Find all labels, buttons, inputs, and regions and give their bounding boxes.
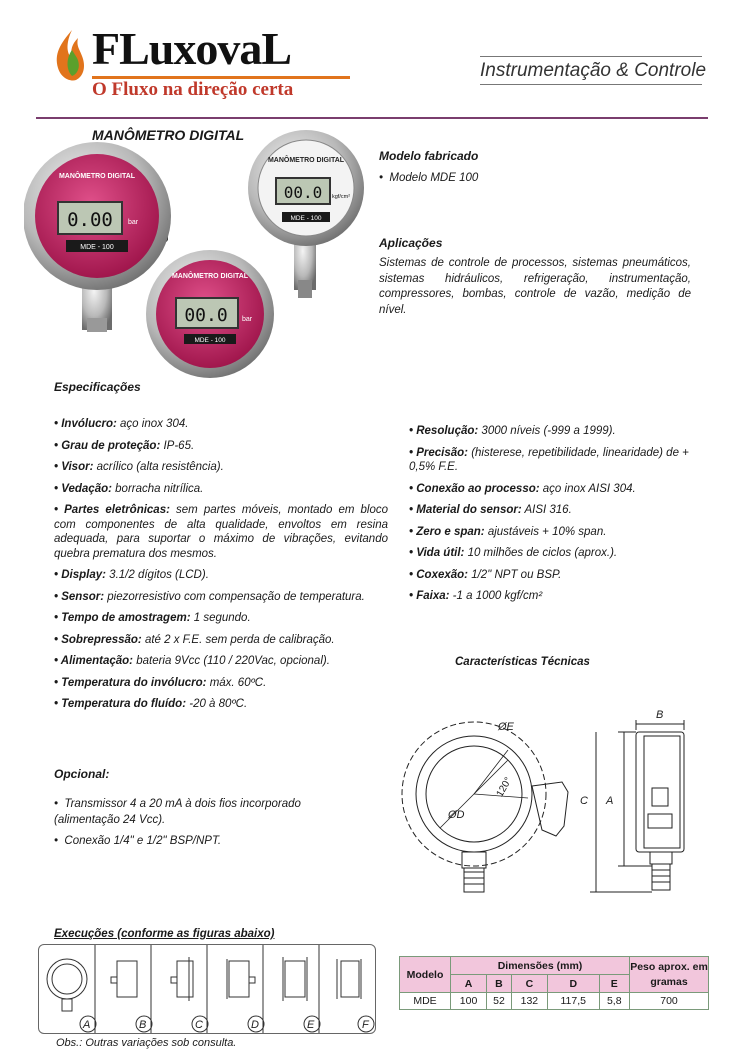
gauge3-reading: 00.0 — [283, 183, 323, 202]
spec-bullet: • — [54, 590, 62, 603]
dim-label-c: C — [580, 795, 588, 807]
spec-item — [54, 417, 388, 432]
spec-value: (histerese, repetibilidade, linearidade) de + 0,5% F.E. — [409, 446, 689, 473]
gauge3-label: MANÔMETRO DIGITAL — [267, 157, 345, 164]
spec-value: 10 milhões de ciclos (aprox.). — [464, 547, 618, 559]
spec-item — [54, 654, 388, 669]
gauge2-model-tag: MDE - 100 — [194, 337, 226, 344]
spec-bullet: • — [409, 590, 417, 602]
spec-bullet: • — [54, 439, 62, 452]
spec-label: Visor: — [61, 461, 94, 473]
spec-item — [54, 503, 388, 561]
model-item: • Modelo MDE 100 — [379, 172, 479, 184]
header-divider — [36, 117, 708, 119]
dim-label-e: ØE — [498, 721, 514, 733]
optional-item-1-text: Transmissor 4 a 20 mA à dois fios incorporado (alimentação 24 Vcc). — [54, 798, 301, 826]
spec-value: IP-65. — [160, 439, 195, 452]
spec-bullet: • — [54, 676, 62, 689]
spec-label: Material do sensor: — [416, 504, 522, 516]
brand-tagline: O Fluxo na direção certa — [92, 79, 294, 100]
spec-value: aço inox 304. — [116, 418, 189, 430]
spec-value: ajustáveis + 10% span. — [484, 525, 607, 538]
spec-bullet: • — [54, 655, 61, 667]
dim-label-d: ØD — [448, 809, 465, 821]
dim-label-angle: 120° — [494, 775, 515, 799]
exec-letter-f: F — [362, 1019, 369, 1031]
tech-heading: Características Técnicas — [455, 656, 590, 668]
gauge1-reading: 0.00 — [67, 209, 113, 231]
spec-bullet: • — [54, 504, 65, 516]
spec-bullet: • — [409, 446, 417, 459]
spec-value: até 2 x F.E. sem perda de calibração. — [141, 633, 335, 646]
table-header-d: D — [547, 975, 599, 993]
spec-label: Conexão ao processo: — [416, 482, 540, 495]
spec-value: piezorresistivo com compensação de temperatura. — [104, 590, 365, 603]
dim-label-a: A — [606, 795, 614, 807]
spec-value: borracha nitrílica. — [111, 482, 204, 495]
flame-logo-icon — [50, 28, 90, 84]
spec-bullet: • — [54, 482, 62, 495]
spec-item — [54, 697, 388, 712]
product-photo — [24, 130, 376, 382]
spec-label: Faixa: — [416, 590, 450, 602]
dim-label-b: B — [656, 709, 664, 721]
spec-label: Vedação: — [61, 482, 112, 495]
gauge1-model-tag: MDE - 100 — [80, 244, 114, 251]
brand-logo: FLuxovaL — [92, 23, 292, 74]
exec-letter-b: B — [139, 1019, 147, 1031]
table-header-b: B — [487, 975, 512, 993]
spec-bullet: • — [54, 698, 62, 710]
spec-item — [54, 611, 388, 626]
spec-value: 3.1/2 dígitos (LCD). — [105, 569, 209, 581]
table-header-a: A — [451, 975, 487, 993]
spec-label: Grau de proteção: — [61, 439, 161, 452]
spec-label: Invólucro: — [61, 418, 117, 430]
applications-heading: Aplicações — [379, 236, 443, 250]
spec-bullet: • — [54, 418, 62, 430]
optional-heading: Opcional: — [54, 767, 110, 781]
table-cell-model: MDE — [400, 993, 451, 1010]
product-title: MANÔMETRO DIGITAL — [92, 127, 245, 143]
spec-label: Temperatura do fluído: — [61, 698, 187, 710]
spec-bullet: • — [409, 547, 417, 559]
exec-letter-c: C — [195, 1019, 203, 1031]
spec-value: bateria 9Vcc (110 / 220Vac, opcional). — [133, 655, 330, 667]
spec-label: Coxexão: — [416, 568, 469, 581]
executions-heading: Execuções (conforme as figuras abaixo) — [54, 928, 275, 940]
optional-item-1: • Transmissor 4 a 20 mA à dois fios incorporado (alimentação 24 Vcc). — [54, 798, 301, 826]
spec-item — [54, 568, 388, 583]
spec-item — [409, 568, 699, 583]
spec-value: aço inox AISI 304. — [539, 482, 636, 495]
spec-label: Tempo de amostragem: — [61, 612, 191, 624]
exec-letter-a: A — [83, 1019, 91, 1031]
spec-value: máx. 60ºC. — [206, 676, 267, 689]
spec-item — [54, 590, 388, 605]
spec-item — [54, 633, 388, 648]
table-row — [400, 993, 709, 1010]
gauge2-label: MANÔMETRO DIGITAL — [171, 273, 249, 280]
executions-drawings — [39, 945, 375, 1033]
spec-bullet: • — [54, 612, 62, 624]
executions-note: Obs.: Outras variações sob consulta. — [56, 1037, 237, 1049]
header-rule-bottom — [480, 84, 702, 85]
header-section-title: Instrumentação & Controle — [480, 60, 707, 81]
spec-label: Temperatura do invólucro: — [61, 676, 207, 689]
spec-value: AISI 316. — [521, 504, 572, 516]
spec-item — [409, 525, 699, 540]
exec-letter-d: D — [251, 1019, 259, 1031]
spec-label: Precisão: — [416, 446, 469, 459]
spec-bullet: • — [54, 461, 62, 473]
spec-label: Resolução: — [416, 425, 479, 437]
spec-label: Vida útil: — [416, 547, 465, 559]
gauge2-reading: 00.0 — [184, 305, 228, 326]
optional-item-2: • Conexão 1/4" e 1/2" BSP/NPT. — [54, 835, 222, 847]
spec-value: -20 à 80ºC. — [186, 698, 248, 710]
exec-letter-e: E — [307, 1019, 315, 1031]
spec-item — [409, 503, 699, 518]
table-header-model: Modelo — [400, 957, 451, 993]
spec-value: acrílico (alta resistência). — [93, 461, 224, 473]
spec-item — [54, 439, 388, 454]
spec-value: 1/2" NPT ou BSP. — [468, 568, 562, 581]
technical-drawing — [396, 700, 708, 896]
table-cell-d: 117,5 — [547, 993, 599, 1010]
specs-heading: Especificações — [54, 380, 141, 394]
table-cell-a: 100 — [451, 993, 487, 1010]
optional-item-2-text: Conexão 1/4" e 1/2" BSP/NPT. — [64, 835, 222, 847]
gauge1-unit: bar — [128, 219, 139, 226]
spec-value: 3000 níveis (-999 a 1999). — [478, 425, 616, 437]
header-rule-top — [480, 56, 702, 57]
spec-label: Alimentação: — [60, 655, 134, 667]
spec-bullet: • — [409, 482, 417, 495]
spec-label: Sobrepressão: — [61, 633, 142, 646]
spec-item — [409, 482, 699, 497]
spec-label: Sensor: — [61, 590, 105, 603]
spec-label: Zero e span: — [416, 525, 485, 538]
spec-value: -1 a 1000 kgf/cm² — [449, 590, 543, 602]
specs-left-list — [54, 417, 388, 719]
spec-bullet: • — [409, 525, 417, 538]
table-cell-c: 132 — [511, 993, 547, 1010]
table-header-dimensions: Dimensões (mm) — [451, 957, 630, 975]
model-heading: Modelo fabricado — [379, 149, 479, 163]
specs-right-list — [409, 424, 699, 611]
spec-item — [409, 446, 699, 475]
table-cell-b: 52 — [487, 993, 512, 1010]
spec-item — [409, 589, 699, 604]
spec-bullet: • — [409, 568, 417, 581]
spec-item — [54, 676, 388, 691]
gauge2-unit: bar — [242, 316, 253, 323]
spec-value: 1 segundo. — [190, 612, 251, 624]
executions-figures — [38, 944, 376, 1034]
spec-item — [54, 460, 388, 475]
spec-bullet: • — [54, 569, 62, 581]
spec-item — [409, 424, 699, 439]
spec-value: sem partes móveis, montado em bloco com componentes de alta qualidade, envoltos em resina adequada, para suportar o máximo de vibrações, evitando quebra prematura dos mesmos. — [54, 504, 388, 560]
spec-item — [54, 482, 388, 497]
gauge3-model-tag: MDE - 100 — [290, 215, 322, 222]
table-header-c: C — [511, 975, 547, 993]
table-cell-e: 5,8 — [599, 993, 629, 1010]
gauge1-label: MANÔMETRO DIGITAL — [58, 173, 136, 180]
table-header-weight: Peso aprox. em gramas — [630, 957, 709, 993]
spec-bullet: • — [409, 425, 417, 437]
model-item-text: Modelo MDE 100 — [389, 172, 479, 184]
spec-label: Display: — [61, 569, 106, 581]
spec-bullet: • — [54, 633, 62, 646]
table-cell-weight: 700 — [630, 993, 709, 1010]
spec-item — [409, 546, 699, 561]
table-header-e: E — [599, 975, 629, 993]
spec-label: Partes eletrônicas: — [64, 504, 170, 516]
dimensions-table — [399, 956, 709, 1010]
applications-text: Sistemas de controle de processos, sistemas pneumáticos, sistemas hidráulicos, refrigeração, instrumentação, compressores, bombas, controle de vazão, medição de nível. — [379, 257, 691, 316]
spec-bullet: • — [409, 504, 417, 516]
gauge3-unit: kgf/cm² — [332, 194, 351, 200]
